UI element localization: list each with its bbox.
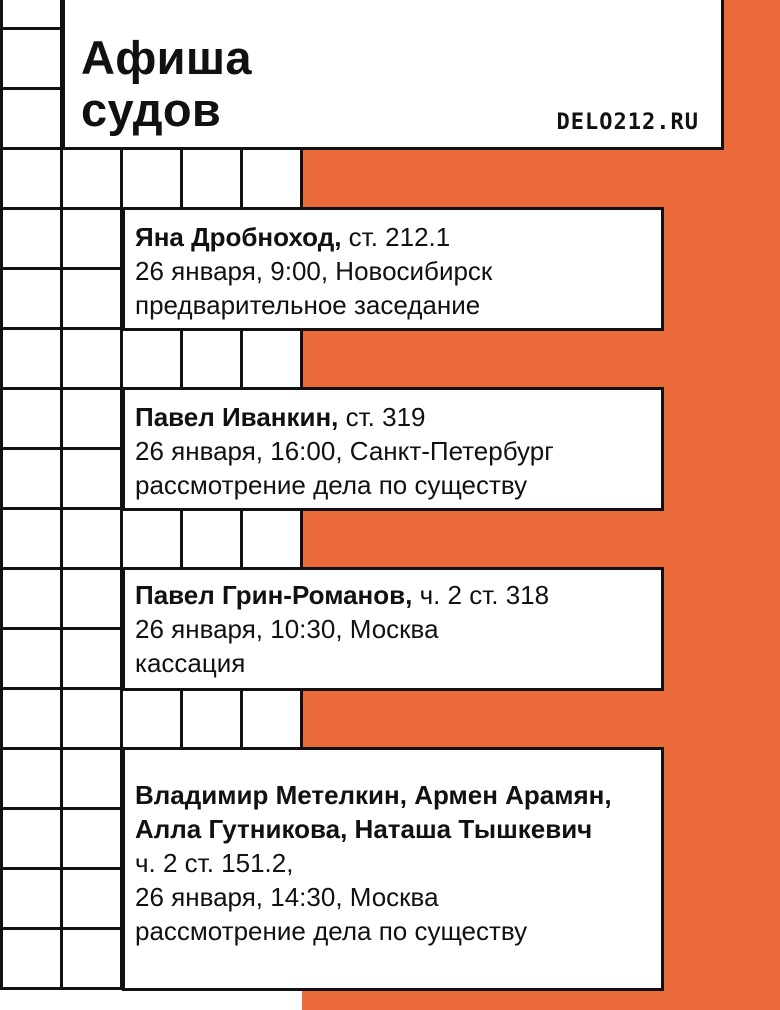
- grid-cell: [60, 807, 123, 870]
- grid-cell: [0, 0, 63, 30]
- article: ч. 2 ст. 318: [412, 580, 550, 610]
- grid-cell: [0, 507, 63, 570]
- grid-cell: [0, 927, 63, 990]
- grid-cell: [60, 927, 123, 990]
- site-domain: DELO212.RU: [556, 110, 699, 135]
- title-line-1: Афиша: [81, 31, 252, 84]
- grid-cell: [60, 147, 123, 210]
- grid-cell: [0, 807, 63, 870]
- grid-cell: [60, 627, 123, 690]
- grid-cell: [0, 147, 63, 210]
- hearing-card: [122, 747, 664, 991]
- grid-cell: [0, 567, 63, 630]
- grid-cell: [0, 627, 63, 690]
- grid-cell: [0, 687, 63, 750]
- grid-cell: [0, 207, 63, 270]
- defendant-name: Павел Иванкин,: [135, 402, 339, 432]
- defendant-names-line-1: Владимир Метелкин, Армен Арамян,: [135, 780, 612, 810]
- hearing-card: [122, 387, 664, 511]
- grid-cell: [120, 147, 183, 210]
- grid-cell: [120, 687, 183, 750]
- grid-cell: [180, 147, 243, 210]
- article: ст. 212.1: [341, 222, 451, 252]
- hearing-stage: кассация: [135, 648, 246, 678]
- grid-cell: [120, 327, 183, 390]
- grid-cell: [180, 507, 243, 570]
- grid-cell: [60, 327, 123, 390]
- title-line-2: судов: [81, 83, 222, 136]
- grid-cell: [60, 567, 123, 630]
- grid-cell: [180, 687, 243, 750]
- date-time-city: 26 января, 10:30, Москва: [135, 614, 439, 644]
- date-time-city: 26 января, 16:00, Санкт-Петербург: [135, 436, 554, 466]
- date-time-city: 26 января, 14:30, Москва: [135, 882, 439, 912]
- grid-cell: [0, 747, 63, 810]
- grid-cell: [60, 507, 123, 570]
- hearing-card: [122, 207, 664, 331]
- grid-cell: [60, 267, 123, 330]
- grid-cell: [60, 867, 123, 930]
- grid-cell: [60, 747, 123, 810]
- page-title: [81, 32, 252, 136]
- grid-cell: [0, 447, 63, 510]
- grid-cell: [240, 507, 303, 570]
- grid-cell: [60, 207, 123, 270]
- grid-cell: [60, 387, 123, 450]
- grid-cell: [0, 387, 63, 450]
- grid-cell: [240, 687, 303, 750]
- grid-cell: [0, 267, 63, 330]
- defendant-name: Павел Грин-Романов,: [135, 580, 413, 610]
- header-box: [62, 0, 724, 150]
- hearing-stage: рассмотрение дела по существу: [135, 916, 528, 946]
- date-time-city: 26 января, 9:00, Новосибирск: [135, 256, 493, 286]
- article: ч. 2 ст. 151.2,: [135, 848, 294, 878]
- hearing-card: [122, 567, 664, 691]
- grid-cell: [180, 327, 243, 390]
- article: ст. 319: [338, 402, 426, 432]
- grid-cell: [0, 327, 63, 390]
- hearing-stage: рассмотрение дела по существу: [135, 470, 528, 500]
- grid-cell: [240, 147, 303, 210]
- grid-cell: [240, 327, 303, 390]
- grid-cell: [120, 507, 183, 570]
- hearing-stage: предварительное заседание: [135, 290, 481, 320]
- grid-cell: [0, 87, 63, 150]
- defendant-name: Яна Дробноход,: [135, 222, 342, 252]
- defendant-names-line-2: Алла Гутникова, Наташа Тышкевич: [135, 814, 593, 844]
- grid-cell: [60, 687, 123, 750]
- grid-cell: [0, 27, 63, 90]
- grid-cell: [0, 867, 63, 930]
- grid-cell: [60, 447, 123, 510]
